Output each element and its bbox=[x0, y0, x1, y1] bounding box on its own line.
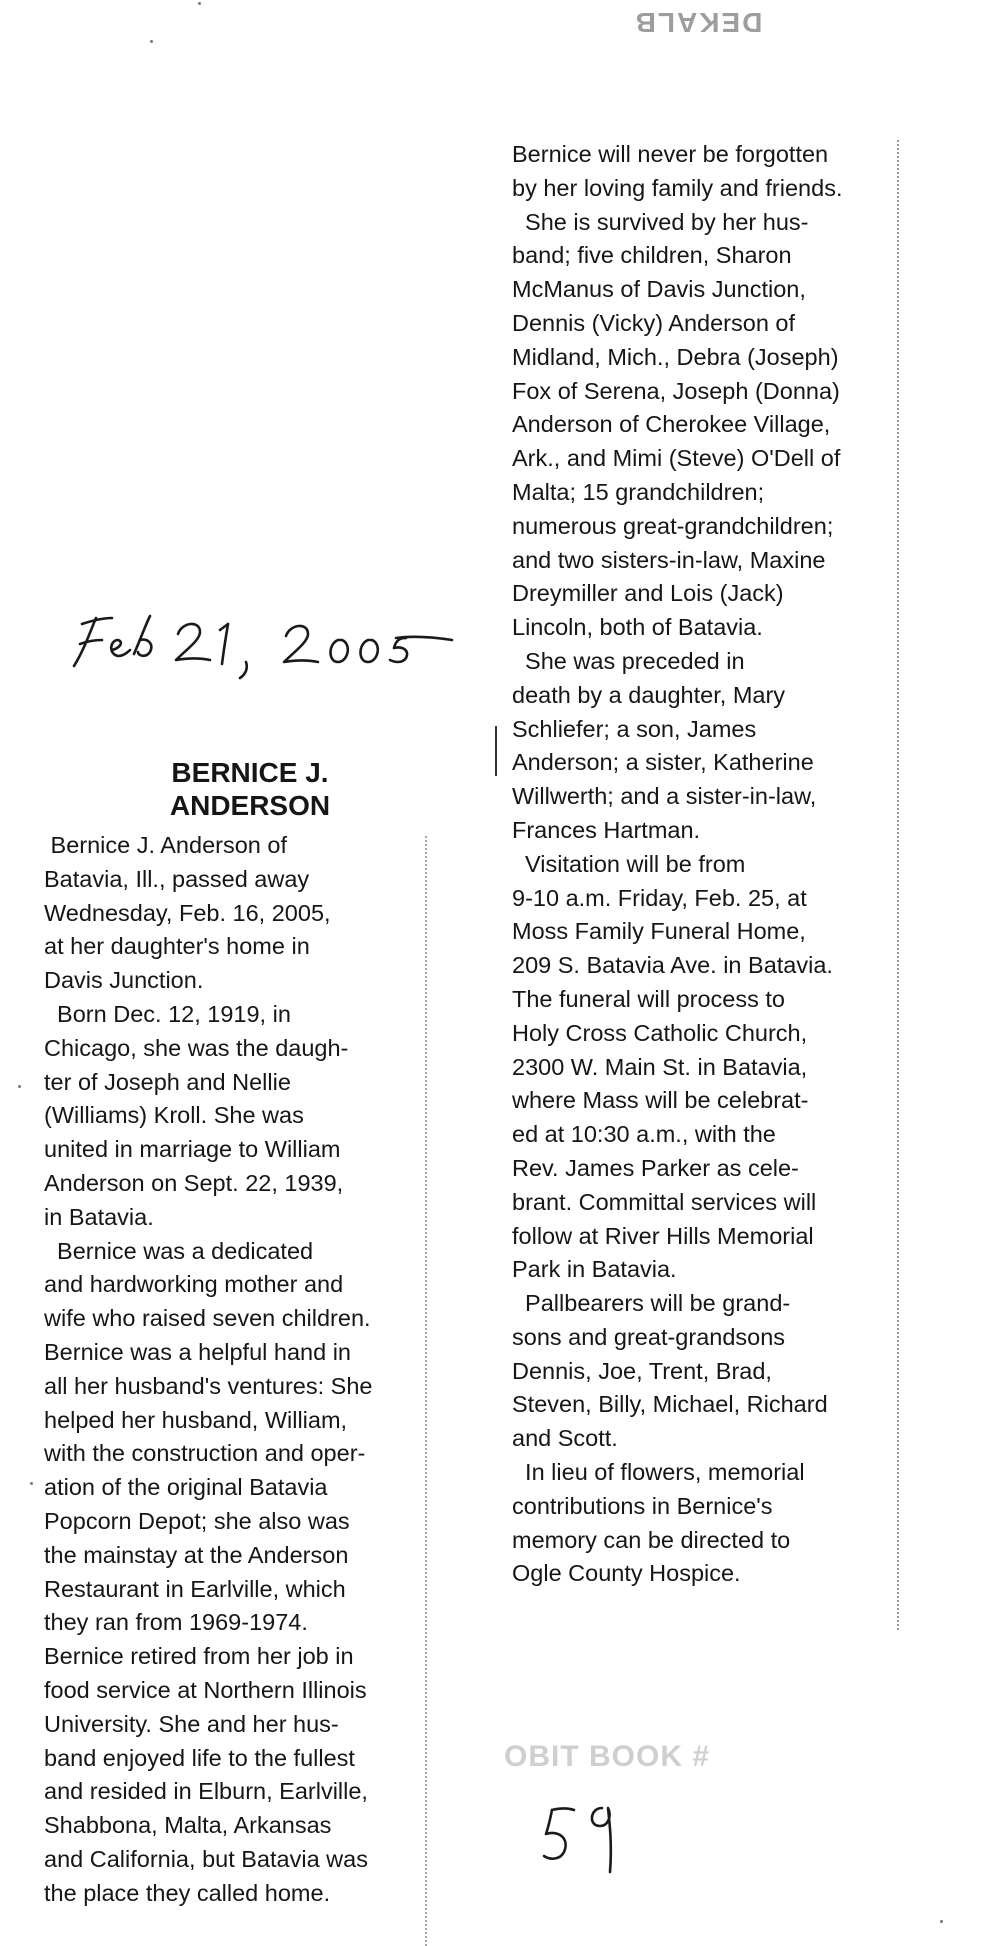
scan-speckle bbox=[150, 40, 153, 43]
headline-last-name: ANDERSON bbox=[169, 790, 331, 821]
obituary-right-column: Bernice will never be forgotten by her loving family and friends. She is survived by her hus- band; five children, Sharon McManus of Davis Junction, Dennis (Vicky) Anderson of Midland, Mich., Debra (Joseph) Fox of Serena, Joseph (Donna) Anderson of Cherokee Village, Ark., and Mimi (Steve) O'Dell of Malta; 15 grandchildren; numerous great-grandchildren; and two sisters-in-law, Maxine Dreymiller and Lois (Jack) Lincoln, both of Batavia. She was preceded in death by a daughter, Mary Schliefer; a son, James Anderson; a sister, Katherine Willwerth; and a sister-in-law, Frances Hartman. Visitation will be from 9-10 a.m. Friday, Feb. 25, at Moss Family Funeral Home, 209 S. Batavia Ave. in Batavia. The funeral will process to Holy Cross Catholic Church, 2300 W. Main St. in Batavia, where Mass will be celebrat- ed at 10:30 a.m., with the Rev. James Parker as cele- brant. Committal services will follow at River Hills Memorial Park in Batavia. Pallbearers will be grand- sons and great-grandsons Dennis, Joe, Trent, Brad, Steven, Billy, Michael, Richard and Scott. In lieu of flowers, memorial contributions in Bernice's memory can be directed to Ogle County Hospice. bbox=[512, 141, 843, 1587]
newspaper-stamp: DEKALB bbox=[633, 7, 763, 38]
scan-speckle bbox=[940, 1920, 943, 1923]
scan-speckle bbox=[30, 1482, 33, 1485]
headline-first-name: BERNICE J. bbox=[171, 757, 329, 788]
scan-speckle bbox=[198, 2, 201, 5]
handwritten-date bbox=[60, 610, 460, 680]
pencil-mark bbox=[495, 726, 497, 776]
clipping-edge-left bbox=[425, 836, 433, 1946]
clipping-edge-right bbox=[897, 140, 905, 1630]
obituary-left-column: Bernice J. Anderson of Batavia, Ill., passed away Wednesday, Feb. 16, 2005, at her daughter's home in Davis Junction. Born Dec. 12, 1919, in Chicago, she was the daugh- ter of Joseph and Nellie (Williams) Kroll. She was united in marriage to William Anderson on Sept. 22, 1939, in Batavia. Bernice was a dedicated and hardworking mother and wife who raised seven children. Bernice was a helpful hand in all her husband's ventures: She helped her husband, William, with the construction and oper- ation of the original Batavia Popcorn Depot; she also was the mainstay at the Anderson Restaurant in Earlville, which they ran from 1969-1974. Bernice retired from her job in food service at Northern Illinois University. She and her hus- band enjoyed life to the fullest and resided in Elburn, Earlville, Shabbona, Malta, Arkansas and California, but Batavia was the place they called home. bbox=[44, 832, 373, 1906]
obituary-headline bbox=[100, 756, 400, 822]
obit-book-stamp: OBIT BOOK # bbox=[504, 1740, 711, 1773]
scan-speckle bbox=[18, 1085, 21, 1088]
handwritten-book-number bbox=[540, 1790, 640, 1880]
